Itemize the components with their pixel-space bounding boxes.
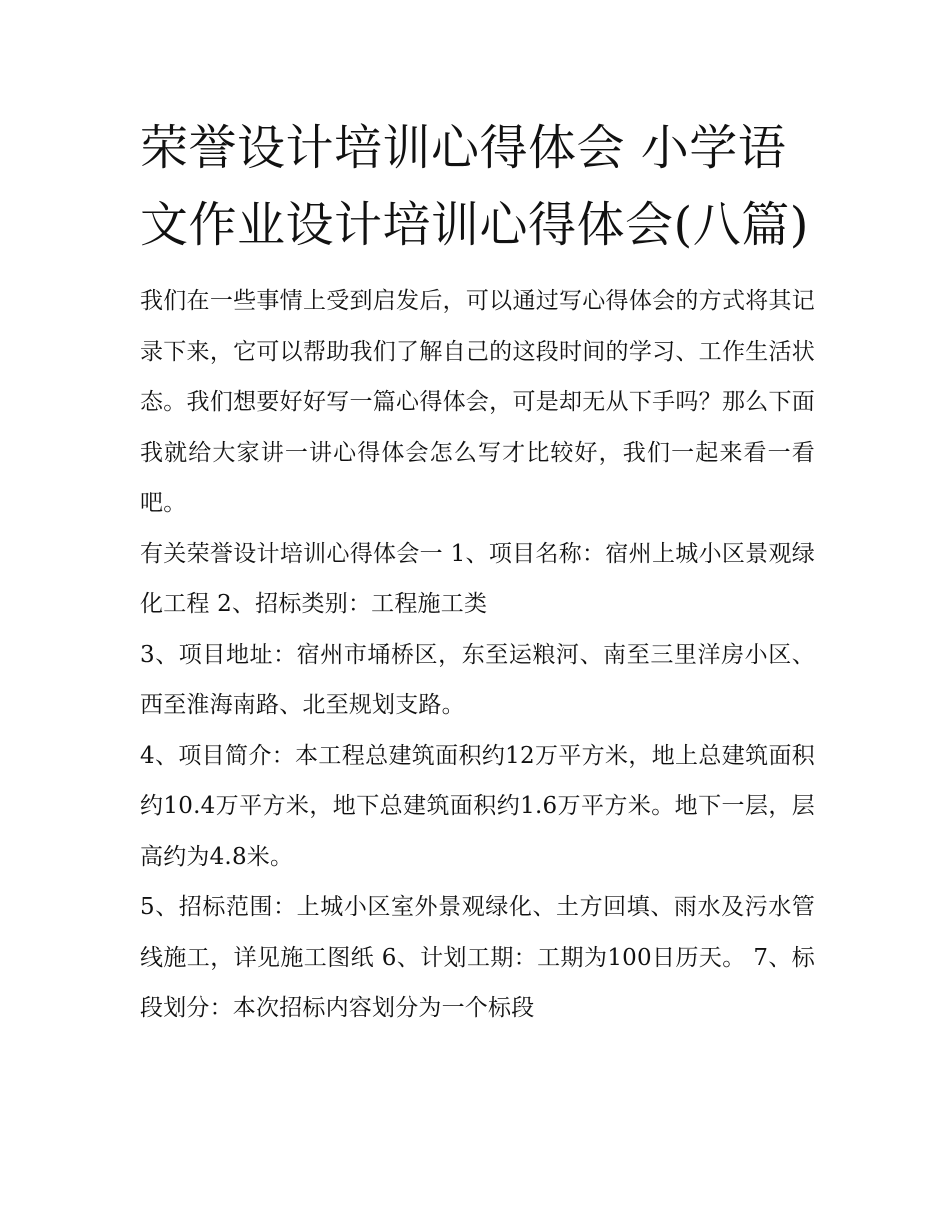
document-page bbox=[140, 110, 815, 1034]
paragraph-item-1-2: 有关荣誉设计培训心得体会一 1、项目名称：宿州上城小区景观绿化工程 2、招标类别：工程施工类 bbox=[140, 540, 815, 617]
paragraph-item-3: 3、项目地址：宿州市埇桥区，东至运粮河、南至三里洋房小区、西至淮海南路、北至规划支路。 bbox=[140, 641, 815, 718]
paragraph-item-5-7: 5、招标范围：上城小区室外景观绿化、土方回填、雨水及污水管线施工，详见施工图纸 6、计划工期：工期为100日历天。 7、标段划分：本次招标内容划分为一个标段 bbox=[140, 894, 815, 1021]
paragraph-item-4: 4、项目简介：本工程总建筑面积约12万平方米，地上总建筑面积约10.4万平方米，地下总建筑面积约1.6万平方米。地下一层，层高约为4.8米。 bbox=[140, 742, 815, 870]
paragraph-intro: 我们在一些事情上受到启发后，可以通过写心得体会的方式将其记录下来，它可以帮助我们了解自己的这段时间的学习、工作生活状态。我们想要好好写一篇心得体会，可是却无从下手吗？那么下面我就给大家讲一讲心得体会怎么写才比较好，我们一起来看一看吧。 bbox=[140, 288, 815, 516]
document-title: 荣誉设计培训心得体会 小学语文作业设计培训心得体会(八篇) bbox=[140, 120, 809, 253]
